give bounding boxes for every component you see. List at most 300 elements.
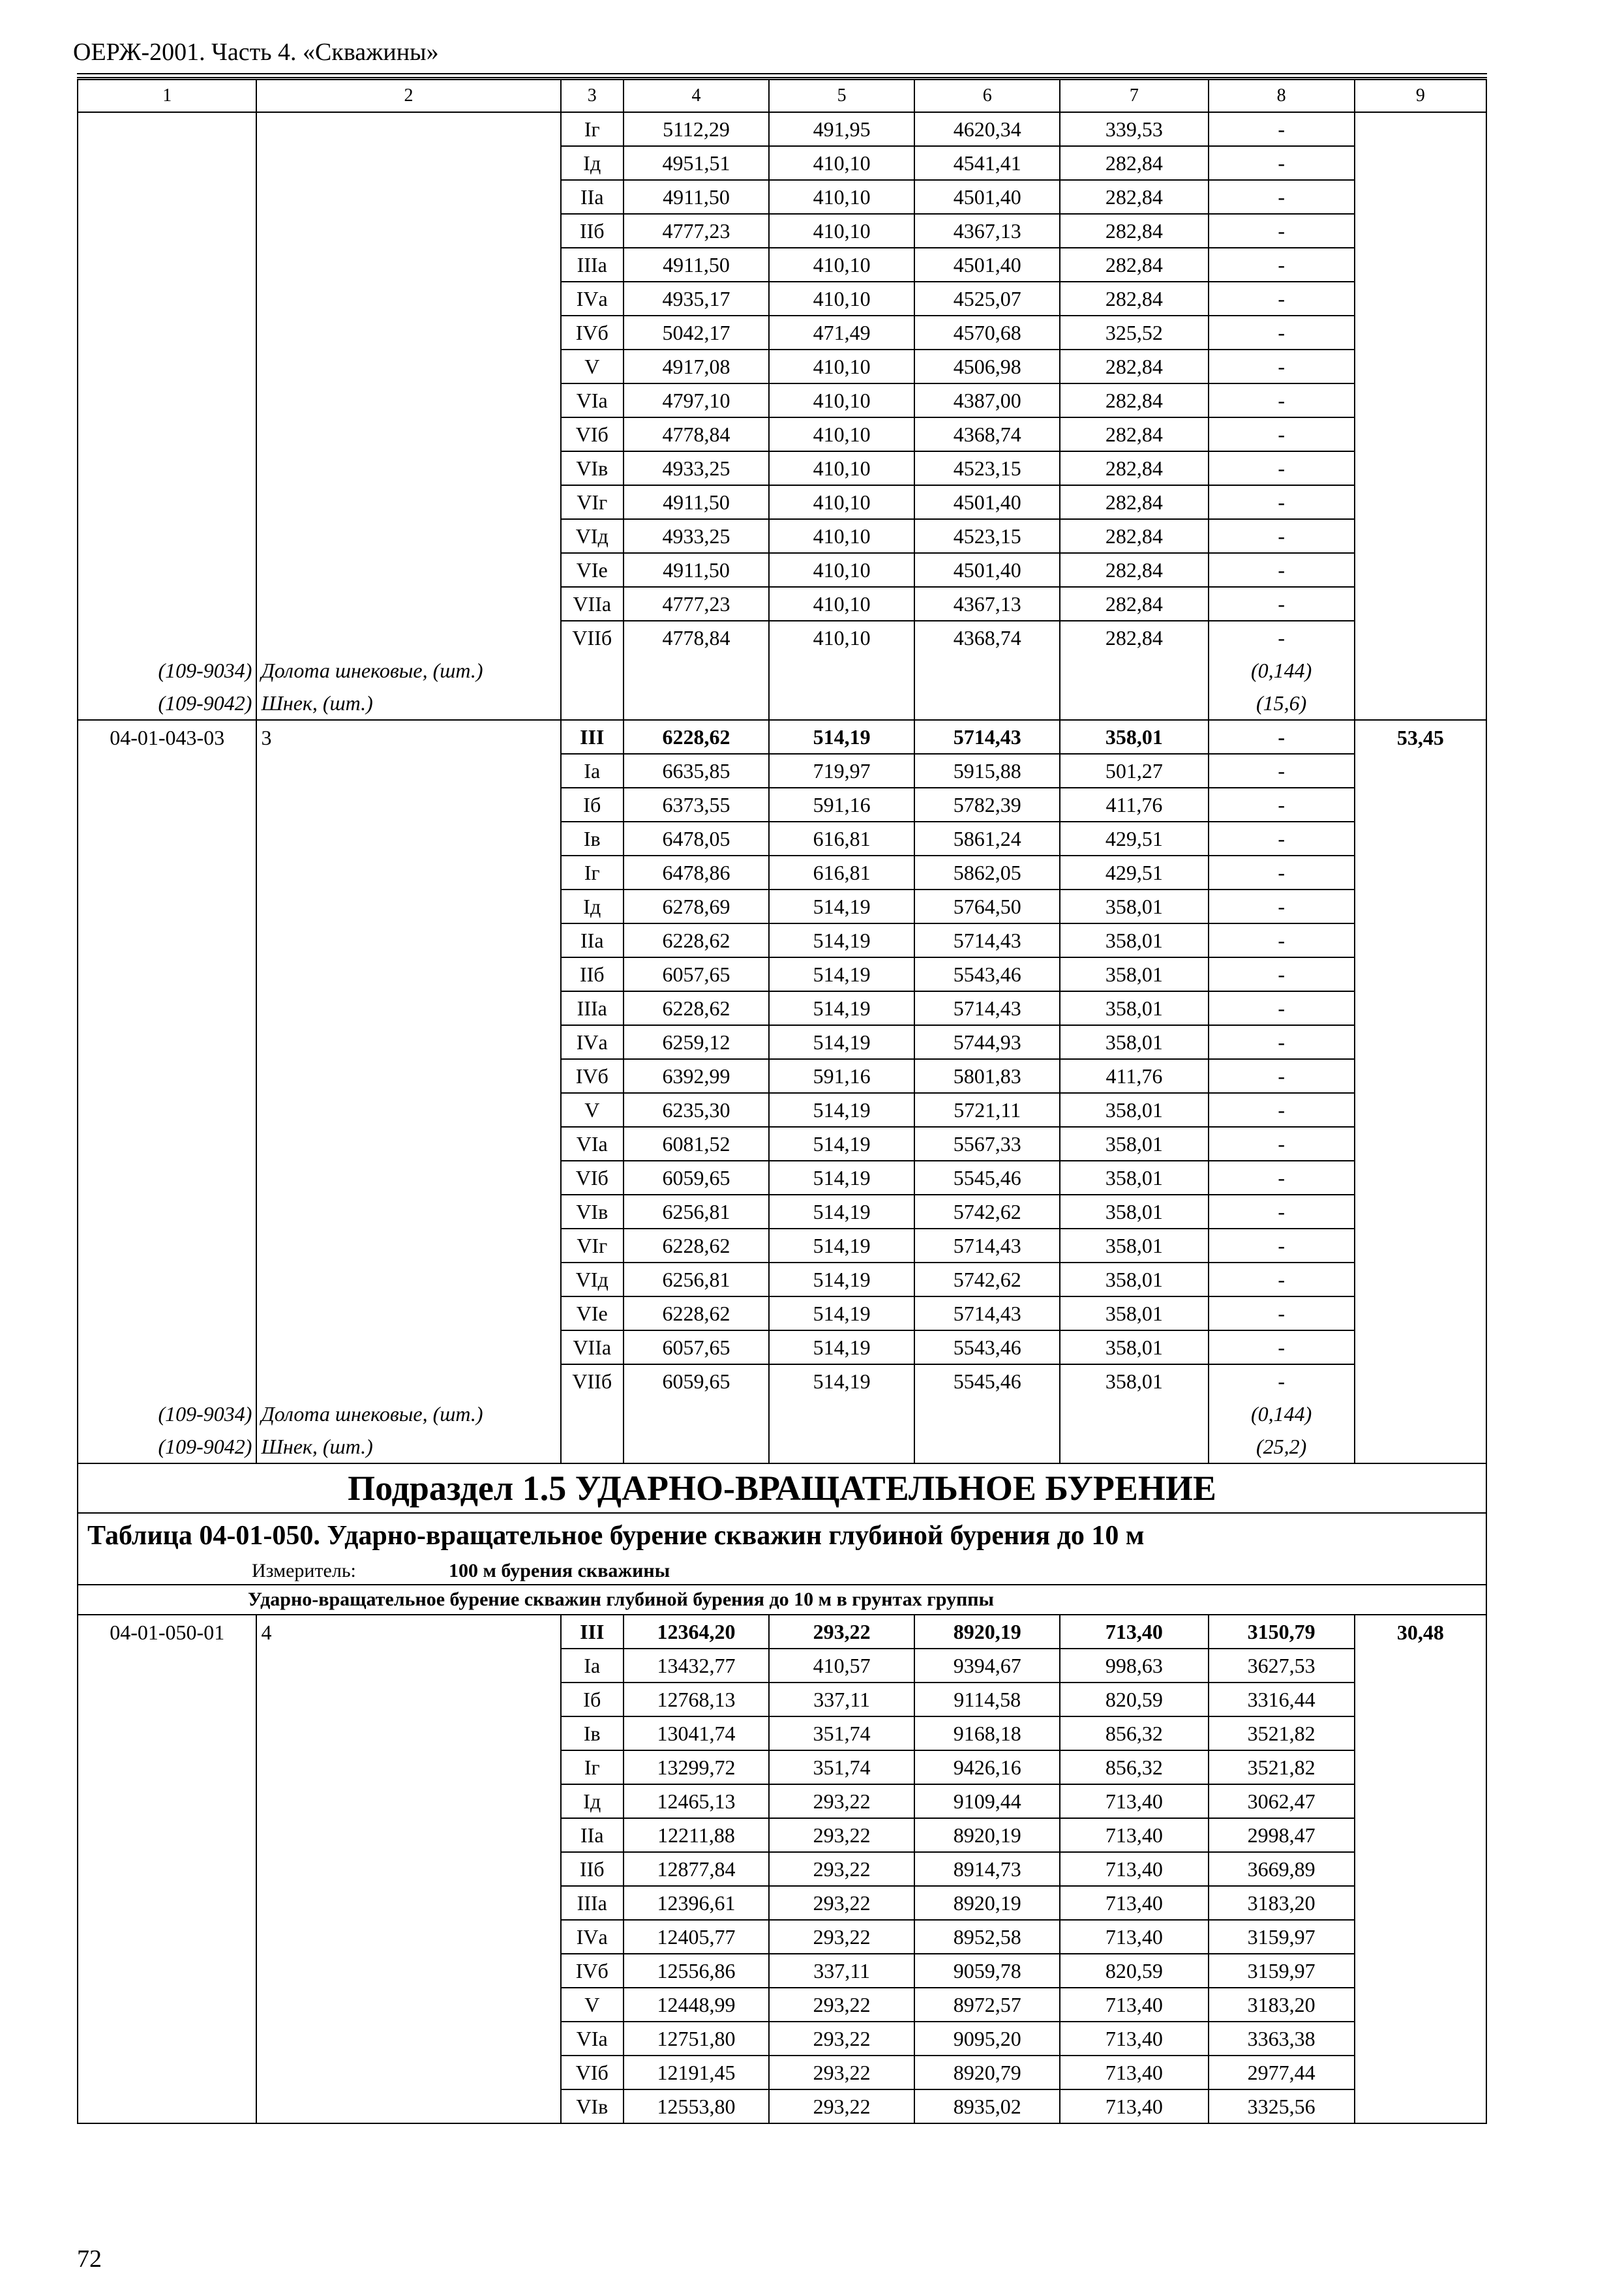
column-number: 4 — [624, 80, 769, 112]
soil-group-cell: VIIб — [561, 621, 624, 654]
empty-cell — [1355, 1398, 1486, 1430]
labor-cost-cell — [1355, 1195, 1486, 1229]
code-cell — [78, 1127, 256, 1161]
description-cell — [256, 1750, 560, 1784]
code-cell — [78, 1852, 256, 1886]
materials-cell: - — [1209, 350, 1355, 383]
labor-cost-cell — [1355, 553, 1486, 587]
material-code: (109-9034) — [78, 1398, 256, 1430]
code-cell — [78, 1364, 256, 1398]
machinist-wages-cell: 713,40 — [1060, 1784, 1208, 1818]
total-cost-cell: 4951,51 — [624, 146, 769, 180]
machinist-wages-cell: 282,84 — [1060, 383, 1208, 417]
code-cell — [78, 1784, 256, 1818]
total-cost-cell: 6259,12 — [624, 1025, 769, 1059]
total-cost-cell: 13041,74 — [624, 1716, 769, 1750]
labor-cost-cell — [1355, 1716, 1486, 1750]
labor-cost-cell — [1355, 1852, 1486, 1886]
materials-cell: - — [1209, 1263, 1355, 1296]
machinist-wages-cell: 282,84 — [1060, 146, 1208, 180]
total-cost-cell: 12751,80 — [624, 2022, 769, 2056]
machines-cell: 4620,34 — [914, 112, 1060, 146]
total-cost-cell: 6373,55 — [624, 788, 769, 822]
total-cost-cell: 4797,10 — [624, 383, 769, 417]
labor-cost-cell — [1355, 754, 1486, 788]
machinist-wages-cell: 358,01 — [1060, 1025, 1208, 1059]
table-row — [78, 2089, 1486, 2123]
table-row — [78, 316, 1486, 350]
labor-cost-cell — [1355, 890, 1486, 923]
soil-group-cell: IIIа — [561, 1886, 624, 1920]
machinist-wages-cell: 411,76 — [1060, 1059, 1208, 1093]
labor-cost-cell — [1355, 316, 1486, 350]
table-row — [78, 1818, 1486, 1852]
machinist-wages-cell: 713,40 — [1060, 1615, 1208, 1649]
machinist-wages-cell: 282,84 — [1060, 350, 1208, 383]
material-name: Шнек, (шт.) — [256, 687, 560, 720]
empty-cell — [1060, 687, 1208, 720]
code-cell — [78, 1059, 256, 1093]
description-cell — [256, 1059, 560, 1093]
machinist-wages-cell: 339,53 — [1060, 112, 1208, 146]
group-header — [78, 1585, 1486, 1615]
wages-cell: 514,19 — [769, 1025, 914, 1059]
machines-cell: 5714,43 — [914, 991, 1060, 1025]
soil-group-cell: Iд — [561, 146, 624, 180]
wages-cell: 410,10 — [769, 553, 914, 587]
labor-cost-cell — [1355, 1649, 1486, 1683]
soil-group-cell: VIв — [561, 2089, 624, 2123]
total-cost-cell: 4777,23 — [624, 214, 769, 248]
wages-cell: 410,10 — [769, 282, 914, 316]
code-cell — [78, 1716, 256, 1750]
machinist-wages-cell: 282,84 — [1060, 451, 1208, 485]
machines-cell: 9426,16 — [914, 1750, 1060, 1784]
materials-cell: - — [1209, 451, 1355, 485]
table-row — [78, 957, 1486, 991]
labor-cost-cell — [1355, 1364, 1486, 1398]
labor-cost-cell — [1355, 923, 1486, 957]
total-cost-cell: 6228,62 — [624, 991, 769, 1025]
soil-group-cell: IIа — [561, 923, 624, 957]
wages-cell: 293,22 — [769, 1615, 914, 1649]
soil-group-cell: III — [561, 1615, 624, 1649]
description-cell — [256, 248, 560, 282]
materials-cell: - — [1209, 1330, 1355, 1364]
description-cell — [256, 1364, 560, 1398]
total-cost-cell: 6057,65 — [624, 957, 769, 991]
materials-cell: 3363,38 — [1209, 2022, 1355, 2056]
empty-cell — [1060, 1430, 1208, 1463]
empty-cell — [769, 1430, 914, 1463]
table-row — [78, 248, 1486, 282]
description-cell — [256, 553, 560, 587]
empty-cell — [561, 1430, 624, 1463]
table-row — [78, 856, 1486, 890]
description-cell — [256, 1886, 560, 1920]
description-cell: 3 — [256, 720, 560, 754]
machines-cell: 5714,43 — [914, 720, 1060, 754]
wages-cell: 293,22 — [769, 1784, 914, 1818]
total-cost-cell: 12553,80 — [624, 2089, 769, 2123]
description-cell — [256, 180, 560, 214]
machines-cell: 5567,33 — [914, 1127, 1060, 1161]
soil-group-cell: IVа — [561, 282, 624, 316]
materials-cell: - — [1209, 991, 1355, 1025]
machinist-wages-cell: 998,63 — [1060, 1649, 1208, 1683]
soil-group-cell: IVа — [561, 1025, 624, 1059]
labor-cost-cell — [1355, 248, 1486, 282]
machinist-wages-cell: 856,32 — [1060, 1750, 1208, 1784]
machinist-wages-cell: 358,01 — [1060, 720, 1208, 754]
soil-group-cell: Iг — [561, 856, 624, 890]
total-cost-cell: 6059,65 — [624, 1161, 769, 1195]
code-cell: 04-01-043-03 — [78, 720, 256, 754]
table-row — [78, 923, 1486, 957]
measure-row — [78, 1558, 1486, 1585]
materials-cell: - — [1209, 146, 1355, 180]
materials-cell: 3150,79 — [1209, 1615, 1355, 1649]
machinist-wages-cell: 282,84 — [1060, 248, 1208, 282]
column-number: 5 — [769, 80, 914, 112]
soil-group-cell: VIб — [561, 1161, 624, 1195]
labor-cost-cell — [1355, 1229, 1486, 1263]
machines-cell: 5801,83 — [914, 1059, 1060, 1093]
machines-cell: 9114,58 — [914, 1683, 1060, 1716]
description-cell — [256, 1025, 560, 1059]
soil-group-cell: VIг — [561, 485, 624, 519]
total-cost-cell: 6228,62 — [624, 720, 769, 754]
machinist-wages-cell: 282,84 — [1060, 553, 1208, 587]
code-cell — [78, 890, 256, 923]
materials-cell: - — [1209, 788, 1355, 822]
labor-cost-cell — [1355, 587, 1486, 621]
code-cell — [78, 417, 256, 451]
labor-cost-cell — [1355, 214, 1486, 248]
table-row — [78, 1263, 1486, 1296]
description-cell — [256, 2022, 560, 2056]
soil-group-cell: VIб — [561, 2056, 624, 2089]
materials-cell: 3316,44 — [1209, 1683, 1355, 1716]
empty-cell — [769, 1398, 914, 1430]
materials-cell: 3183,20 — [1209, 1988, 1355, 2022]
machinist-wages-cell: 282,84 — [1060, 485, 1208, 519]
labor-cost-cell — [1355, 1093, 1486, 1127]
empty-cell — [1060, 1398, 1208, 1430]
soil-group-cell: VIа — [561, 1127, 624, 1161]
machines-cell: 5764,50 — [914, 890, 1060, 923]
soil-group-cell: IIа — [561, 180, 624, 214]
wages-cell: 293,22 — [769, 2089, 914, 2123]
code-cell — [78, 248, 256, 282]
machines-cell: 5543,46 — [914, 1330, 1060, 1364]
table-row — [78, 1683, 1486, 1716]
wages-cell: 410,10 — [769, 485, 914, 519]
machines-cell: 5861,24 — [914, 822, 1060, 856]
wages-cell: 514,19 — [769, 923, 914, 957]
wages-cell: 514,19 — [769, 720, 914, 754]
total-cost-cell: 13432,77 — [624, 1649, 769, 1683]
description-cell — [256, 1229, 560, 1263]
machines-cell: 4506,98 — [914, 350, 1060, 383]
material-row — [78, 687, 1486, 720]
machinist-wages-cell: 282,84 — [1060, 587, 1208, 621]
table-row — [78, 485, 1486, 519]
machinist-wages-cell: 358,01 — [1060, 1161, 1208, 1195]
wages-cell: 410,10 — [769, 451, 914, 485]
material-quantity: (0,144) — [1209, 654, 1355, 687]
labor-cost-cell — [1355, 991, 1486, 1025]
code-cell — [78, 822, 256, 856]
machinist-wages-cell: 282,84 — [1060, 282, 1208, 316]
total-cost-cell: 5112,29 — [624, 112, 769, 146]
machines-cell: 4525,07 — [914, 282, 1060, 316]
total-cost-cell: 4933,25 — [624, 451, 769, 485]
column-number: 8 — [1209, 80, 1355, 112]
table-row — [78, 1364, 1486, 1398]
machines-cell: 4501,40 — [914, 248, 1060, 282]
empty-cell — [624, 1430, 769, 1463]
table-row-main — [78, 720, 1486, 754]
description-cell — [256, 383, 560, 417]
materials-cell: 3521,82 — [1209, 1716, 1355, 1750]
code-cell — [78, 754, 256, 788]
table-row — [78, 754, 1486, 788]
code-cell — [78, 485, 256, 519]
code-cell — [78, 553, 256, 587]
code-cell — [78, 991, 256, 1025]
table-row — [78, 587, 1486, 621]
description-cell — [256, 1263, 560, 1296]
code-cell — [78, 2056, 256, 2089]
materials-cell: - — [1209, 822, 1355, 856]
total-cost-cell: 4777,23 — [624, 587, 769, 621]
materials-cell: 3627,53 — [1209, 1649, 1355, 1683]
wages-cell: 616,81 — [769, 856, 914, 890]
wages-cell: 410,10 — [769, 180, 914, 214]
wages-cell: 514,19 — [769, 1161, 914, 1195]
labor-cost-cell — [1355, 1920, 1486, 1954]
labor-cost-cell: 53,45 — [1355, 720, 1486, 754]
code-cell — [78, 451, 256, 485]
code-cell — [78, 214, 256, 248]
machines-cell: 9168,18 — [914, 1716, 1060, 1750]
machines-cell: 5782,39 — [914, 788, 1060, 822]
materials-cell: - — [1209, 1093, 1355, 1127]
description-cell — [256, 890, 560, 923]
wages-cell: 410,10 — [769, 417, 914, 451]
total-cost-cell: 6256,81 — [624, 1263, 769, 1296]
material-quantity: (15,6) — [1209, 687, 1355, 720]
code-cell — [78, 1920, 256, 1954]
labor-cost-cell — [1355, 180, 1486, 214]
soil-group-cell: Iд — [561, 1784, 624, 1818]
wages-cell: 491,95 — [769, 112, 914, 146]
machines-cell: 4367,13 — [914, 214, 1060, 248]
empty-cell — [1355, 654, 1486, 687]
table-row — [78, 282, 1486, 316]
total-cost-cell: 12448,99 — [624, 1988, 769, 2022]
machines-cell: 4367,13 — [914, 587, 1060, 621]
wages-cell: 514,19 — [769, 1296, 914, 1330]
machines-cell: 4523,15 — [914, 451, 1060, 485]
wages-cell: 514,19 — [769, 1263, 914, 1296]
machines-cell: 5545,46 — [914, 1161, 1060, 1195]
total-cost-cell: 12556,86 — [624, 1954, 769, 1988]
labor-cost-cell — [1355, 1750, 1486, 1784]
machinist-wages-cell: 358,01 — [1060, 1093, 1208, 1127]
table-row — [78, 1716, 1486, 1750]
labor-cost-cell — [1355, 1161, 1486, 1195]
materials-cell: - — [1209, 923, 1355, 957]
material-name: Долота шнековые, (шт.) — [256, 654, 560, 687]
code-cell — [78, 1093, 256, 1127]
materials-cell: 2998,47 — [1209, 1818, 1355, 1852]
total-cost-cell: 6057,65 — [624, 1330, 769, 1364]
table-row — [78, 1920, 1486, 1954]
table-row — [78, 553, 1486, 587]
wages-cell: 514,19 — [769, 1195, 914, 1229]
labor-cost-cell — [1355, 822, 1486, 856]
material-row — [78, 654, 1486, 687]
table-row — [78, 1127, 1486, 1161]
soil-group-cell: VIе — [561, 1296, 624, 1330]
total-cost-cell: 4917,08 — [624, 350, 769, 383]
table-row — [78, 1229, 1486, 1263]
material-quantity: (25,2) — [1209, 1430, 1355, 1463]
machines-cell: 4541,41 — [914, 146, 1060, 180]
materials-cell: 3062,47 — [1209, 1784, 1355, 1818]
table-row — [78, 1025, 1486, 1059]
empty-cell — [1355, 1430, 1486, 1463]
code-cell — [78, 1296, 256, 1330]
code-cell — [78, 856, 256, 890]
material-code: (109-9042) — [78, 1430, 256, 1463]
labor-cost-cell — [1355, 957, 1486, 991]
soil-group-cell: III — [561, 720, 624, 754]
machines-cell: 9095,20 — [914, 2022, 1060, 2056]
description-cell — [256, 2056, 560, 2089]
page-number: 72 — [77, 2245, 102, 2273]
soil-group-cell: VIIа — [561, 1330, 624, 1364]
soil-group-cell: VIб — [561, 417, 624, 451]
description-cell: 4 — [256, 1615, 560, 1649]
empty-cell — [914, 1430, 1060, 1463]
wages-cell: 471,49 — [769, 316, 914, 350]
total-cost-cell: 4778,84 — [624, 417, 769, 451]
table-row — [78, 146, 1486, 180]
description-cell — [256, 519, 560, 553]
code-cell — [78, 383, 256, 417]
soil-group-cell: VIIа — [561, 587, 624, 621]
machines-cell: 8920,19 — [914, 1818, 1060, 1852]
table-row — [78, 417, 1486, 451]
soil-group-cell: IVа — [561, 1920, 624, 1954]
code-cell — [78, 1161, 256, 1195]
materials-cell: - — [1209, 587, 1355, 621]
machinist-wages-cell: 713,40 — [1060, 2022, 1208, 2056]
material-name: Долота шнековые, (шт.) — [256, 1398, 560, 1430]
code-cell — [78, 1330, 256, 1364]
machines-cell: 8920,19 — [914, 1615, 1060, 1649]
materials-cell: 2977,44 — [1209, 2056, 1355, 2089]
code-cell — [78, 112, 256, 146]
total-cost-cell: 6256,81 — [624, 1195, 769, 1229]
table-row — [78, 383, 1486, 417]
table-row — [78, 1195, 1486, 1229]
materials-cell: - — [1209, 957, 1355, 991]
wages-cell: 591,16 — [769, 788, 914, 822]
machines-cell: 4368,74 — [914, 621, 1060, 654]
machines-cell: 4387,00 — [914, 383, 1060, 417]
column-number: 1 — [78, 80, 256, 112]
labor-cost-cell — [1355, 788, 1486, 822]
code-cell — [78, 1818, 256, 1852]
description-cell — [256, 485, 560, 519]
machinist-wages-cell: 358,01 — [1060, 991, 1208, 1025]
machines-cell: 4523,15 — [914, 519, 1060, 553]
labor-cost-cell — [1355, 1127, 1486, 1161]
description-cell — [256, 754, 560, 788]
table-row — [78, 1784, 1486, 1818]
machines-cell: 4501,40 — [914, 553, 1060, 587]
wages-cell: 514,19 — [769, 991, 914, 1025]
labor-cost-cell — [1355, 146, 1486, 180]
materials-cell: - — [1209, 1195, 1355, 1229]
wages-cell: 410,10 — [769, 146, 914, 180]
empty-cell — [914, 687, 1060, 720]
soil-group-cell: Iв — [561, 1716, 624, 1750]
machinist-wages-cell: 501,27 — [1060, 754, 1208, 788]
total-cost-cell: 6478,05 — [624, 822, 769, 856]
labor-cost-cell — [1355, 350, 1486, 383]
total-cost-cell: 12364,20 — [624, 1615, 769, 1649]
machines-cell: 8920,19 — [914, 1886, 1060, 1920]
materials-cell: - — [1209, 720, 1355, 754]
empty-cell — [561, 654, 624, 687]
materials-cell: - — [1209, 1161, 1355, 1195]
machines-cell: 5721,11 — [914, 1093, 1060, 1127]
labor-cost-cell — [1355, 2022, 1486, 2056]
total-cost-cell: 6228,62 — [624, 923, 769, 957]
labor-cost-cell — [1355, 1988, 1486, 2022]
soil-group-cell: Iв — [561, 822, 624, 856]
soil-group-cell: VIд — [561, 1263, 624, 1296]
total-cost-cell: 12191,45 — [624, 2056, 769, 2089]
machines-cell: 9394,67 — [914, 1649, 1060, 1683]
wages-cell: 514,19 — [769, 1364, 914, 1398]
code-cell: 04-01-050-01 — [78, 1615, 256, 1649]
soil-group-cell: IIб — [561, 214, 624, 248]
wages-cell: 293,22 — [769, 1920, 914, 1954]
machines-cell: 8952,58 — [914, 1920, 1060, 1954]
empty-cell — [769, 687, 914, 720]
description-cell — [256, 856, 560, 890]
column-number: 9 — [1355, 80, 1486, 112]
soil-group-cell: Iд — [561, 890, 624, 923]
wages-cell: 351,74 — [769, 1750, 914, 1784]
description-cell — [256, 957, 560, 991]
description-cell — [256, 1093, 560, 1127]
total-cost-cell: 4911,50 — [624, 248, 769, 282]
table-row — [78, 1886, 1486, 1920]
materials-cell: - — [1209, 112, 1355, 146]
machines-cell: 5714,43 — [914, 923, 1060, 957]
empty-cell — [914, 1398, 1060, 1430]
rates-table — [77, 79, 1487, 2124]
materials-cell: - — [1209, 553, 1355, 587]
labor-cost-cell — [1355, 383, 1486, 417]
